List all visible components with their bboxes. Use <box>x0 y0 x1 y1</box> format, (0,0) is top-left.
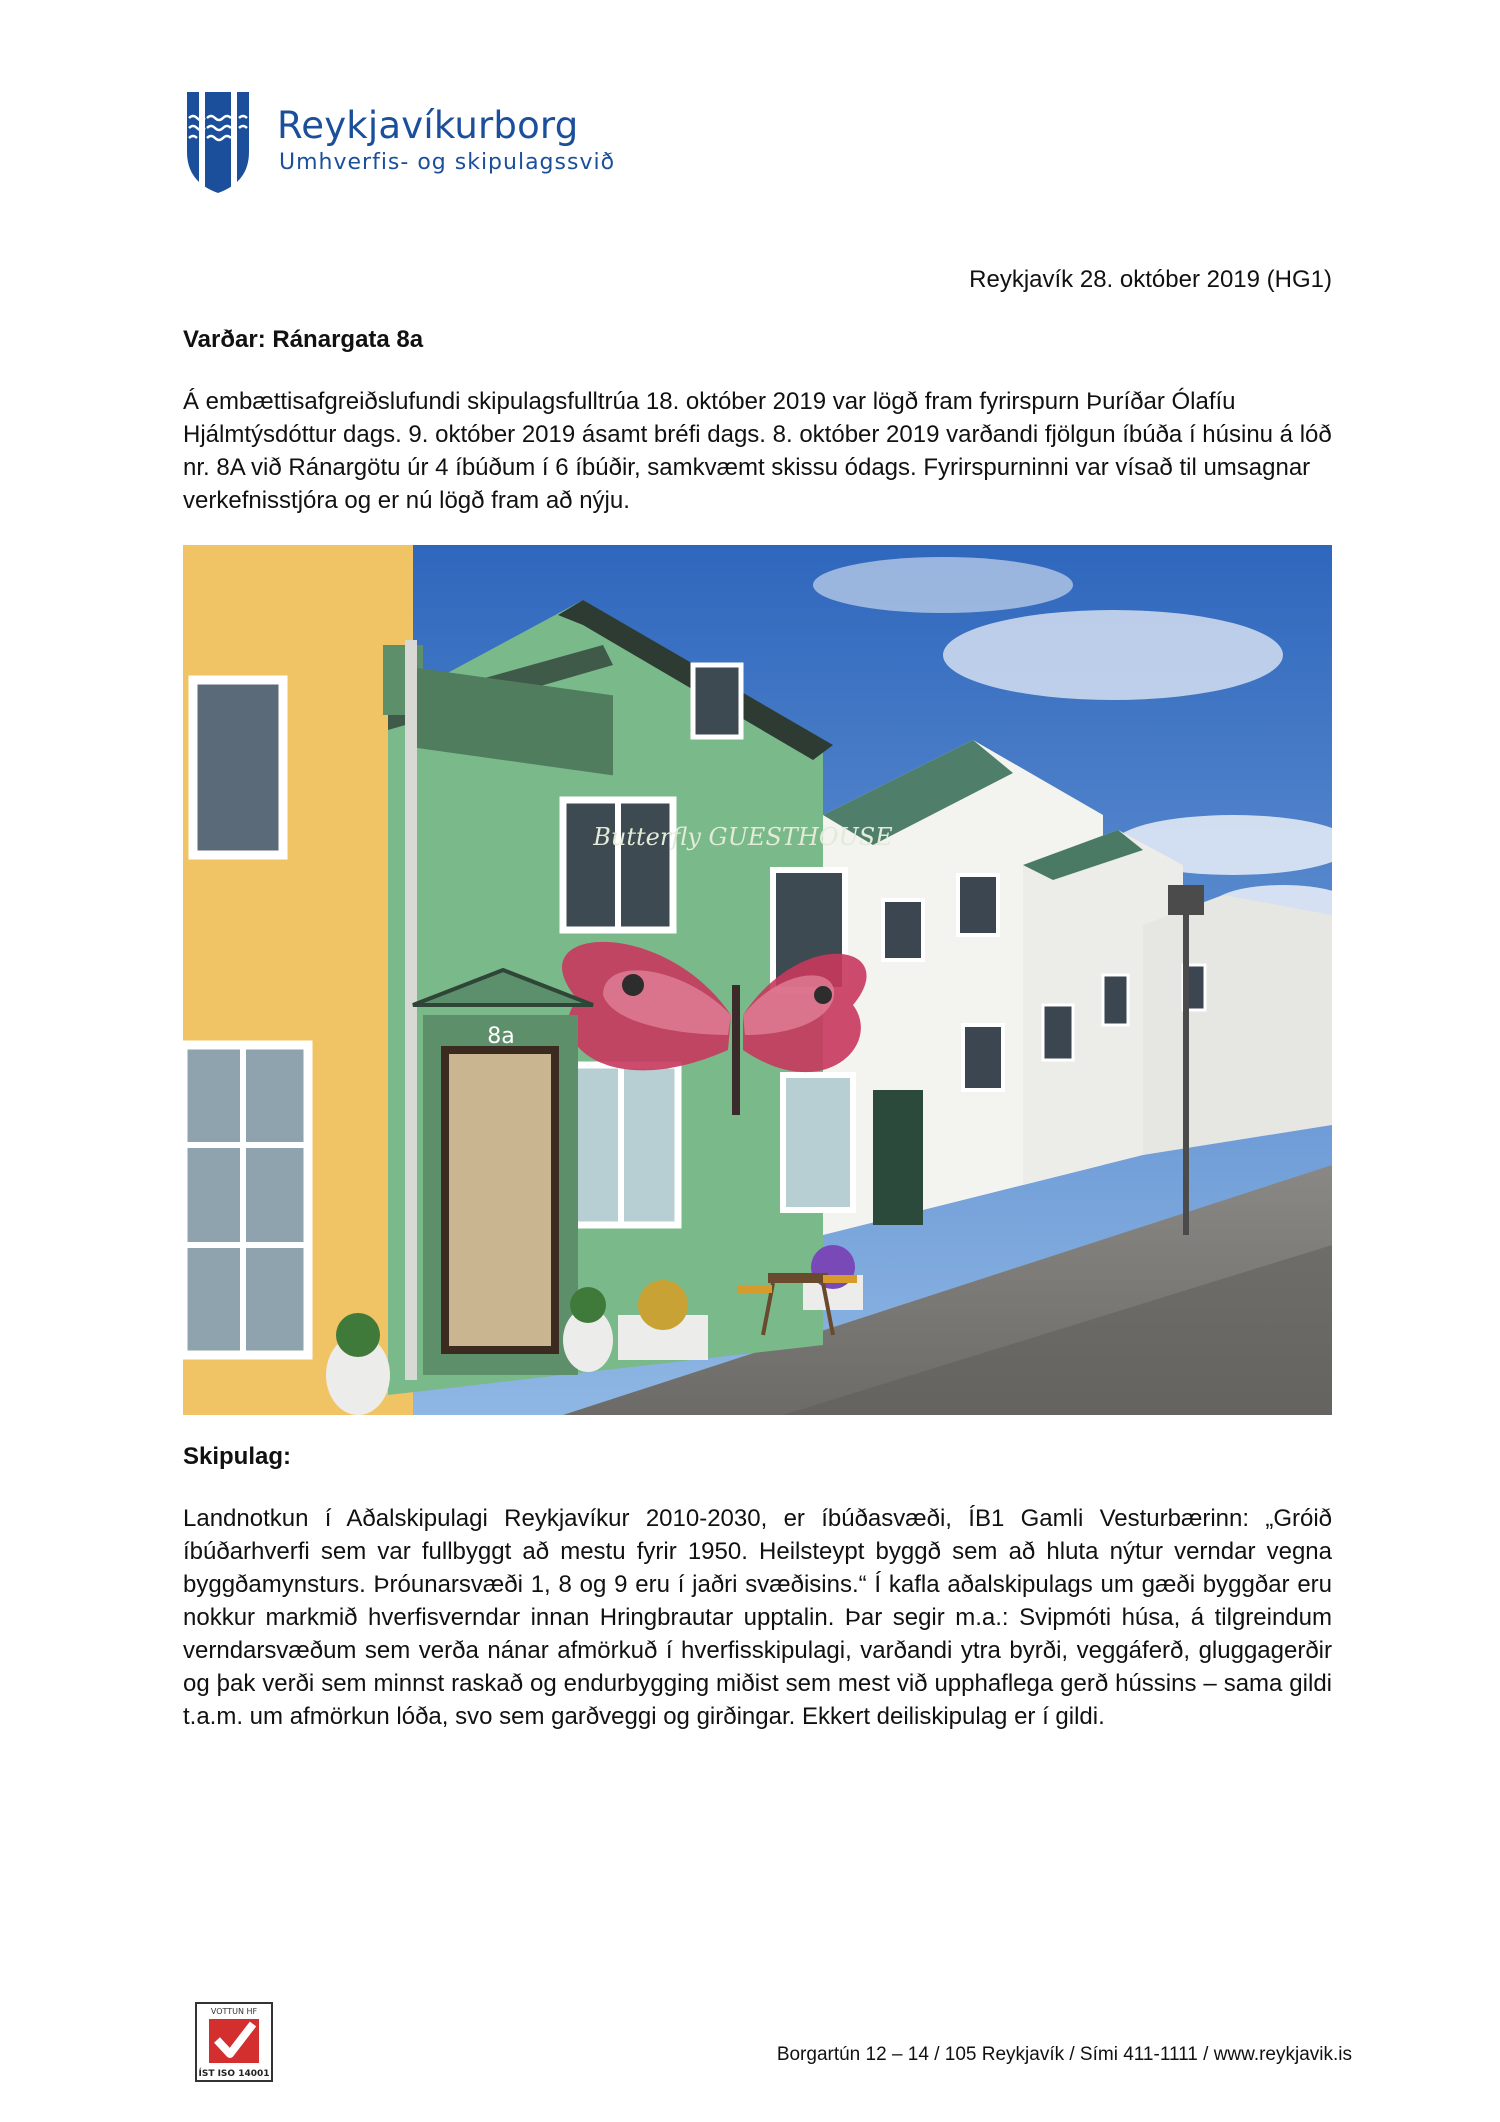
footer-address: Borgartún 12 – 14 / 105 Reykjavík / Sími 411-1111 / www.reykjavik.is <box>776 2044 1352 2065</box>
iso-certification-badge <box>195 2002 273 2082</box>
street-scene-illustration <box>183 545 1332 1415</box>
org-name: Reykjavíkurborg <box>277 104 579 147</box>
city-shield-icon <box>183 90 253 195</box>
cert-top-text: VOTTUN HF <box>210 2007 258 2016</box>
reykjavik-logo <box>183 90 623 195</box>
department-name: Umhverfis- og skipulagssvið <box>279 150 616 175</box>
intro-paragraph: Á embættisafgreiðslufundi skipulagsfulltrúa 18. október 2019 var lögð fram fyrirspurn Þuríðar Ólafíu Hjálmtýsdóttur dags. 9. október 2019 ásamt bréfi dags. 8. október 2019 varðandi fjölgun íbúða í húsinu á lóð nr. 8A við Ránargötu úr 4 íbúðum í 6 íbúðir, samkvæmt skissu ódags. Fyrirspurninni var vísað til umsagnar verkefnisstjóra og er nú lögð fram að nýju. <box>183 388 1332 514</box>
iso-check-icon <box>195 2002 273 2082</box>
house-photo <box>183 545 1332 1415</box>
letter-subject: Varðar: Ránargata 8a <box>183 326 424 353</box>
house-number: 8a <box>487 1024 515 1049</box>
mural-text: Butterfly GUESTHOUSE <box>593 823 893 851</box>
cert-bottom-text: ÍST ISO 14001 <box>198 2069 270 2079</box>
skipulag-paragraph: Landnotkun í Aðalskipulagi Reykjavíkur 2010-2030, er íbúðasvæði, ÍB1 Gamli Vesturbærinn: „Gróið íbúðarhverfi sem var fullbyggt að mestu fyrir 1950. Heilsteypt byggð sem að hluta nýtur verndar vegna byggðamynsturs. Þróunarsvæði 1, 8 og 9 eru í jaðri svæðisins.“ Í kafla aðalskipulags um gæði byggðar eru nokkur markmið hverfisverndar innan Hringbrautar upptalin. Þar segir m.a.: Svipmóti húsa, á tilgreindum verndarsvæðum sem verða nánar afmörkuð í hverfisskipulagi, varðandi ytra byrði, veggáferð, gluggagerðir og þak verði sem minnst raskað og endurbygging miðist sem mest við upphaflega gerð hússins – sama gildi t.a.m. um afmörkun lóða, svo sem garðveggi og girðingar. Ekkert deiliskipulag er í gildi. <box>183 1505 1332 1730</box>
section-heading-skipulag: Skipulag: <box>183 1443 292 1470</box>
letter-date: Reykjavík 28. október 2019 (HG1) <box>969 266 1332 293</box>
